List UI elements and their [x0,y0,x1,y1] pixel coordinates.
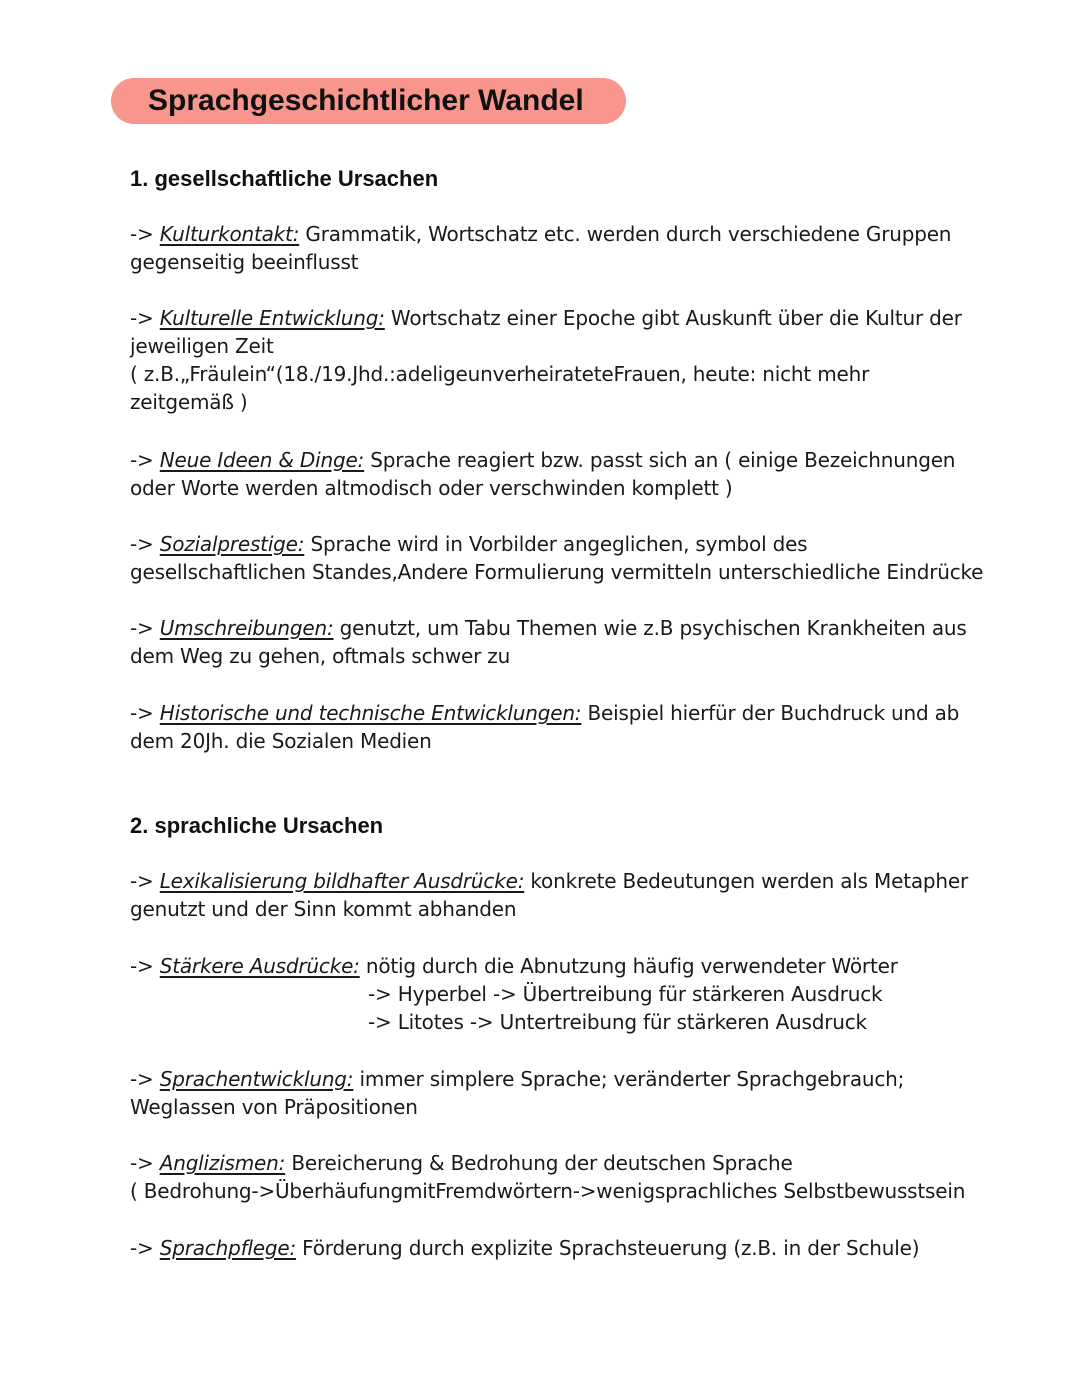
term: Sprachpflege: [159,1236,297,1260]
entry-kulturelle-entwicklung: -> Kulturelle Entwicklung: Wortschatz einer Epoche gibt Auskunft über die Kultur der jeweiligen Zeit ( z.B.„Fräulein“(18./19.Jhd.:adeligeunverheirateteFrauen, heute: nicht mehr zeitgemäß ) [130,306,962,414]
entry-kulturkontakt: -> Kulturkontakt: Grammatik, Wortschatz etc. werden durch verschiedene Gruppen gegenseitig beeinflusst [130,222,952,274]
term: Sprachentwicklung: [159,1067,354,1091]
entry-sprachpflege: -> Sprachpflege: Förderung durch explizite Sprachsteuerung (z.B. in der Schule) [130,1236,920,1260]
entry-staerkere-ausdruecke: -> Stärkere Ausdrücke: nötig durch die Abnutzung häufig verwendeter Wörter -> Hyperbel -> Übertreibung für stärkeren Ausdruck -> Litotes -> Untertreibung für stärkeren Ausdruck [130,952,1010,1036]
entry-historische-entwicklungen: -> Historische und technische Entwicklungen: Beispiel hierfür der Buchdruck und ab dem 20Jh. die Sozialen Medien [130,701,960,753]
sub-point-hyperbel: -> Hyperbel -> Übertreibung für stärkeren Ausdruck [368,982,883,1006]
entry-anglizismen: -> Anglizismen: Bereicherung & Bedrohung der deutschen Sprache ( Bedrohung->ÜberhäufungmitFremdwörtern->wenigsprachliches Selbstbewusstsein [130,1151,966,1203]
term: Lexikalisierung bildhafter Ausdrücke: [159,869,525,893]
term: Umschreibungen: [159,616,334,640]
section-heading-linguistic: 2. sprachliche Ursachen [130,813,384,838]
term: Sozialprestige: [159,532,305,556]
section-heading-social: 1. gesellschaftliche Ursachen [130,166,439,191]
page-title: Sprachgeschichtlicher Wandel [111,78,626,124]
sub-point-litotes: -> Litotes -> Untertreibung für stärkeren Ausdruck [368,1010,867,1034]
term: Anglizismen: [159,1151,286,1175]
term: Stärkere Ausdrücke: [159,954,360,978]
term: Kulturkontakt: [159,222,300,246]
term: Neue Ideen & Dinge: [159,448,365,472]
entry-sozialprestige: -> Sozialprestige: Sprache wird in Vorbilder angeglichen, symbol des gesellschaftlichen Standes,Andere Formulierung vermitteln unterschiedliche Eindrücke [130,532,984,584]
entry-sprachentwicklung: -> Sprachentwicklung: immer simplere Sprache; veränderter Sprachgebrauch; Weglassen von Präpositionen [130,1067,905,1119]
entry-neue-ideen: -> Neue Ideen & Dinge: Sprache reagiert bzw. passt sich an ( einige Bezeichnungen oder Worte werden altmodisch oder verschwinden komplett ) [130,448,956,500]
term: Historische und technische Entwicklungen: [159,701,582,725]
entry-lexikalisierung: -> Lexikalisierung bildhafter Ausdrücke: konkrete Bedeutungen werden als Metapher genutzt und der Sinn kommt abhanden [130,869,968,921]
term: Kulturelle Entwicklung: [159,306,385,330]
entry-umschreibungen: -> Umschreibungen: genutzt, um Tabu Themen wie z.B psychischen Krankheiten aus dem Weg zu gehen, oftmals schwer zu [130,616,967,668]
